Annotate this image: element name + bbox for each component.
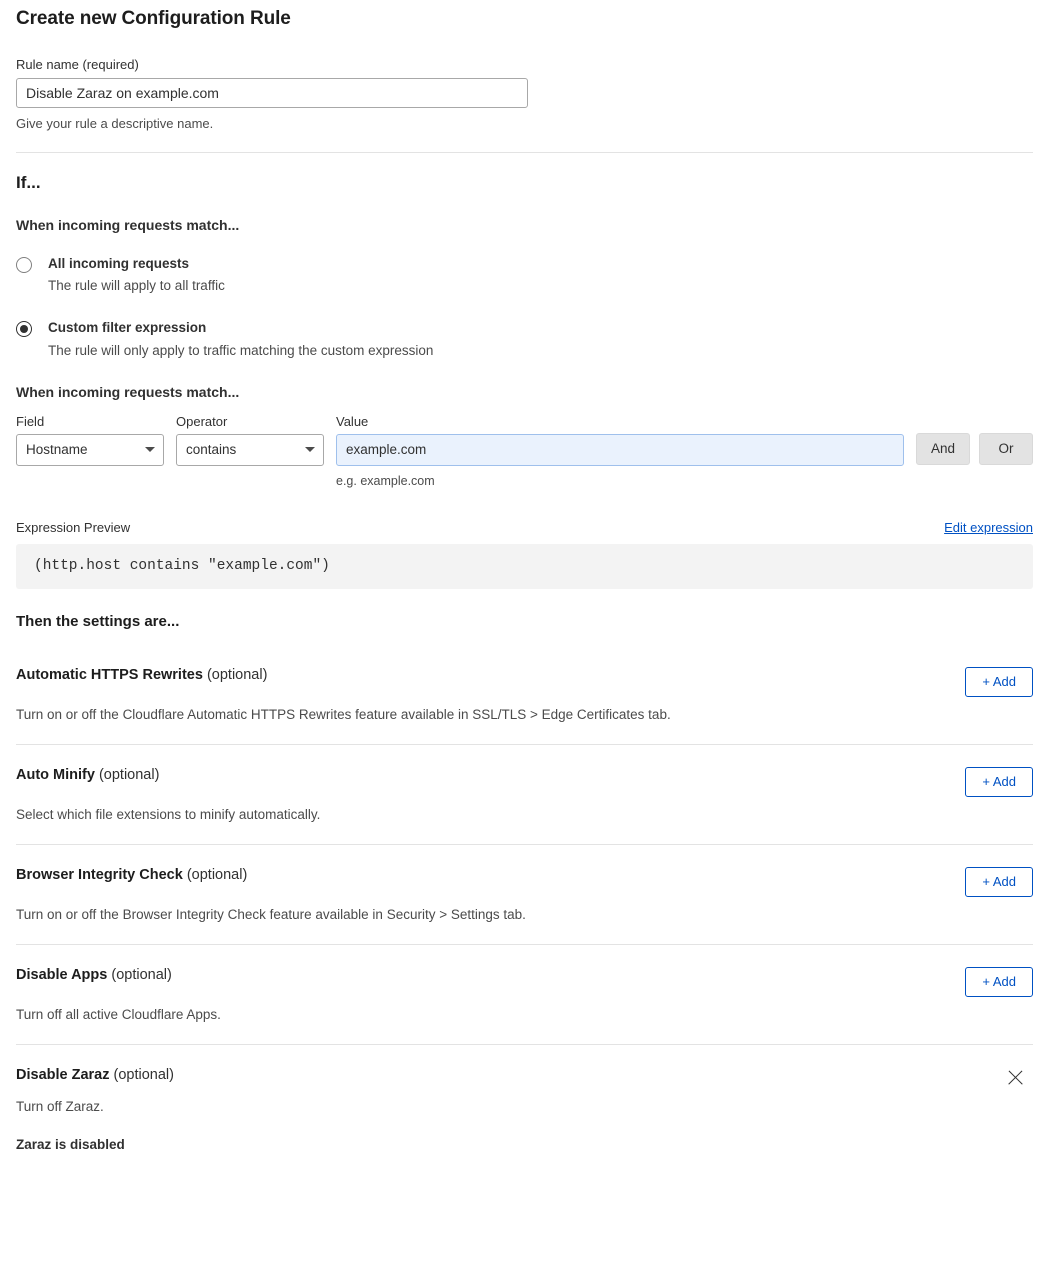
setting-optional: (optional) — [206, 666, 268, 683]
page-title: Create new Configuration Rule — [16, 8, 291, 29]
radio-icon-all-requests[interactable] — [16, 257, 32, 273]
setting-name: Auto Minify — [16, 766, 95, 783]
field-column — [16, 414, 164, 466]
setting-description: Turn on or off the Cloudflare Automatic HTTPS Rewrites feature available in SSL/TLS > Edge Certificates tab. — [16, 706, 671, 722]
setting-description: Turn off all active Cloudflare Apps. — [16, 1006, 221, 1022]
setting-optional: (optional) — [111, 966, 172, 983]
operator-label: Operator — [176, 413, 228, 429]
setting-disable-zaraz — [16, 1044, 1033, 1174]
setting-description: Select which file extensions to minify automatically. — [16, 806, 321, 822]
setting-name: Browser Integrity Check — [16, 866, 183, 883]
setting-automatic-https-rewrites — [16, 645, 1033, 744]
rule-name-help: Give your rule a descriptive name. — [16, 116, 214, 131]
field-select-value[interactable]: Hostname — [16, 434, 164, 466]
setting-title — [16, 867, 247, 883]
field-label: Field — [16, 413, 45, 429]
setting-disable-apps — [16, 944, 1033, 1044]
expression-preview-label: Expression Preview — [16, 519, 131, 535]
setting-optional: (optional) — [186, 866, 248, 883]
edit-expression-link[interactable]: Edit expression — [944, 519, 1033, 535]
setting-auto-minify — [16, 744, 1033, 844]
and-or-buttons — [916, 433, 1033, 465]
operator-select-value[interactable]: contains — [176, 434, 324, 466]
add-button[interactable]: + Add — [965, 667, 1033, 697]
radio-option-custom-filter[interactable] — [16, 319, 1033, 359]
field-select[interactable] — [16, 434, 164, 466]
setting-optional: (optional) — [98, 766, 160, 783]
value-help: e.g. example.com — [336, 473, 435, 488]
divider — [16, 152, 1033, 153]
add-button[interactable]: + Add — [965, 967, 1033, 997]
radio-option-all-requests[interactable] — [16, 255, 1033, 295]
match-radio-group — [16, 255, 1033, 360]
then-section-heading: Then the settings are... — [16, 612, 180, 630]
add-button[interactable]: + Add — [965, 767, 1033, 797]
match-heading: When incoming requests match... — [16, 217, 240, 233]
radio-title-custom-filter: Custom filter expression — [48, 320, 207, 336]
value-label: Value — [336, 413, 369, 429]
status-badge: Zaraz is disabled — [16, 1136, 125, 1152]
setting-name: Automatic HTTPS Rewrites — [16, 666, 203, 683]
setting-name: Disable Zaraz — [16, 1066, 110, 1083]
operator-column — [176, 414, 324, 466]
and-button[interactable]: And — [916, 433, 970, 465]
radio-desc-custom-filter: The rule will only apply to traffic matching the custom expression — [48, 342, 434, 358]
setting-optional: (optional) — [113, 1066, 174, 1083]
rule-name-input[interactable] — [16, 78, 528, 108]
expression-header — [16, 520, 1033, 535]
setting-browser-integrity-check — [16, 844, 1033, 944]
filter-heading: When incoming requests match... — [16, 383, 240, 400]
close-icon[interactable] — [1005, 1067, 1027, 1089]
configuration-rule-page — [0, 8, 1049, 1174]
value-input[interactable] — [336, 434, 904, 466]
radio-title-all-requests: All incoming requests — [48, 256, 190, 271]
value-column — [336, 414, 904, 488]
if-section-heading: If... — [16, 173, 41, 192]
radio-desc-all-requests: The rule will apply to all traffic — [48, 278, 225, 294]
operator-select[interactable] — [176, 434, 324, 466]
setting-description: Turn off Zaraz. — [16, 1098, 104, 1114]
expression-preview: (http.host contains "example.com") — [16, 544, 1033, 589]
add-button[interactable]: + Add — [965, 867, 1033, 897]
radio-icon-custom-filter[interactable] — [16, 321, 32, 337]
filter-builder-row — [16, 414, 1033, 488]
setting-title — [16, 667, 267, 683]
setting-title — [16, 767, 159, 783]
setting-description: Turn on or off the Browser Integrity Check feature available in Security > Settings tab. — [16, 906, 526, 922]
setting-name: Disable Apps — [16, 966, 108, 983]
setting-title — [16, 1067, 174, 1083]
rule-name-label: Rule name (required) — [16, 57, 139, 72]
setting-title — [16, 967, 172, 983]
or-button[interactable]: Or — [979, 433, 1033, 465]
